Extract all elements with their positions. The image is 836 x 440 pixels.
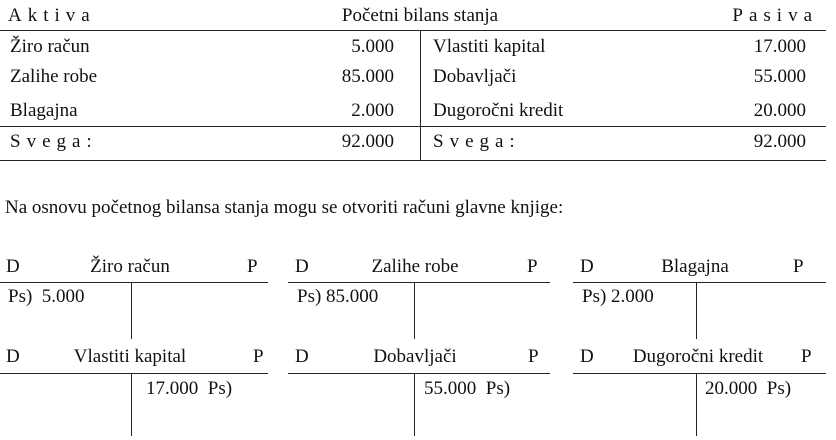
asset-value: 2.000 [351, 100, 394, 121]
account-title: Dobavljači [373, 346, 457, 367]
account-title: Dugoročni kredit [632, 346, 764, 367]
liability-value: 55.000 [753, 66, 806, 87]
credit-entry: 20.000 Ps) [705, 378, 792, 399]
debit-marker: D [295, 346, 309, 367]
asset-label: Žiro račun [10, 36, 90, 57]
credit-marker: P [253, 346, 264, 367]
liability-value: 20.000 [753, 100, 806, 121]
t-account-rule [573, 282, 826, 283]
credit-marker: P [801, 346, 812, 367]
credit-marker: P [793, 256, 804, 277]
liability-label: Vlastiti kapital [433, 36, 546, 57]
t-account-rule [0, 282, 268, 283]
credit-entry: 55.000 Ps) [424, 378, 511, 399]
t-account-divider [696, 374, 697, 436]
total-label-left: Svega: [10, 131, 98, 152]
total-rule-bottom [0, 160, 826, 161]
t-account-rule [288, 373, 550, 374]
header-rule [0, 30, 826, 31]
liability-label: Dugoročni kredit [433, 100, 564, 121]
debit-entry: Ps) 5.000 [8, 286, 85, 307]
credit-marker: P [247, 256, 258, 277]
balance-title: Početni bilans stanja [341, 5, 499, 26]
liability-value: 17.000 [753, 36, 806, 57]
asset-label: Blagajna [10, 100, 78, 121]
asset-value: 85.000 [341, 66, 394, 87]
account-title: Žiro račun [90, 256, 170, 277]
aktiva-header: Aktiva [8, 5, 96, 26]
intro-sentence: Na osnovu početnog bilansa stanja mogu se otvoriti računi glavne knjige: [5, 197, 564, 218]
asset-label: Zalihe robe [10, 66, 98, 87]
credit-marker: P [528, 346, 539, 367]
debit-marker: D [580, 346, 594, 367]
pasiva-header: Pasiva [732, 5, 818, 26]
debit-entry: Ps) 85.000 [297, 286, 379, 307]
account-title: Vlastiti kapital [73, 346, 187, 367]
t-account-divider [414, 283, 415, 339]
credit-marker: P [527, 256, 538, 277]
total-rule-top [0, 126, 826, 127]
debit-marker: D [580, 256, 594, 277]
t-account-divider [131, 283, 132, 339]
t-account-rule [573, 373, 826, 374]
t-account-rule [288, 282, 550, 283]
account-title: Zalihe robe [371, 256, 459, 277]
t-account-rule [0, 373, 268, 374]
total-value-left: 92.000 [341, 131, 394, 152]
credit-entry: 17.000 Ps) [146, 378, 233, 399]
account-title: Blagajna [661, 256, 729, 277]
t-account-divider [131, 374, 132, 436]
debit-marker: D [6, 256, 20, 277]
debit-marker: D [295, 256, 309, 277]
center-divider [420, 31, 421, 161]
total-value-right: 92.000 [753, 131, 806, 152]
total-label-right: Svega: [433, 131, 521, 152]
debit-entry: Ps) 2.000 [582, 286, 654, 307]
t-account-divider [414, 374, 415, 436]
liability-label: Dobavljači [433, 66, 517, 87]
t-account-divider [696, 283, 697, 339]
debit-marker: D [6, 346, 20, 367]
asset-value: 5.000 [351, 36, 394, 57]
